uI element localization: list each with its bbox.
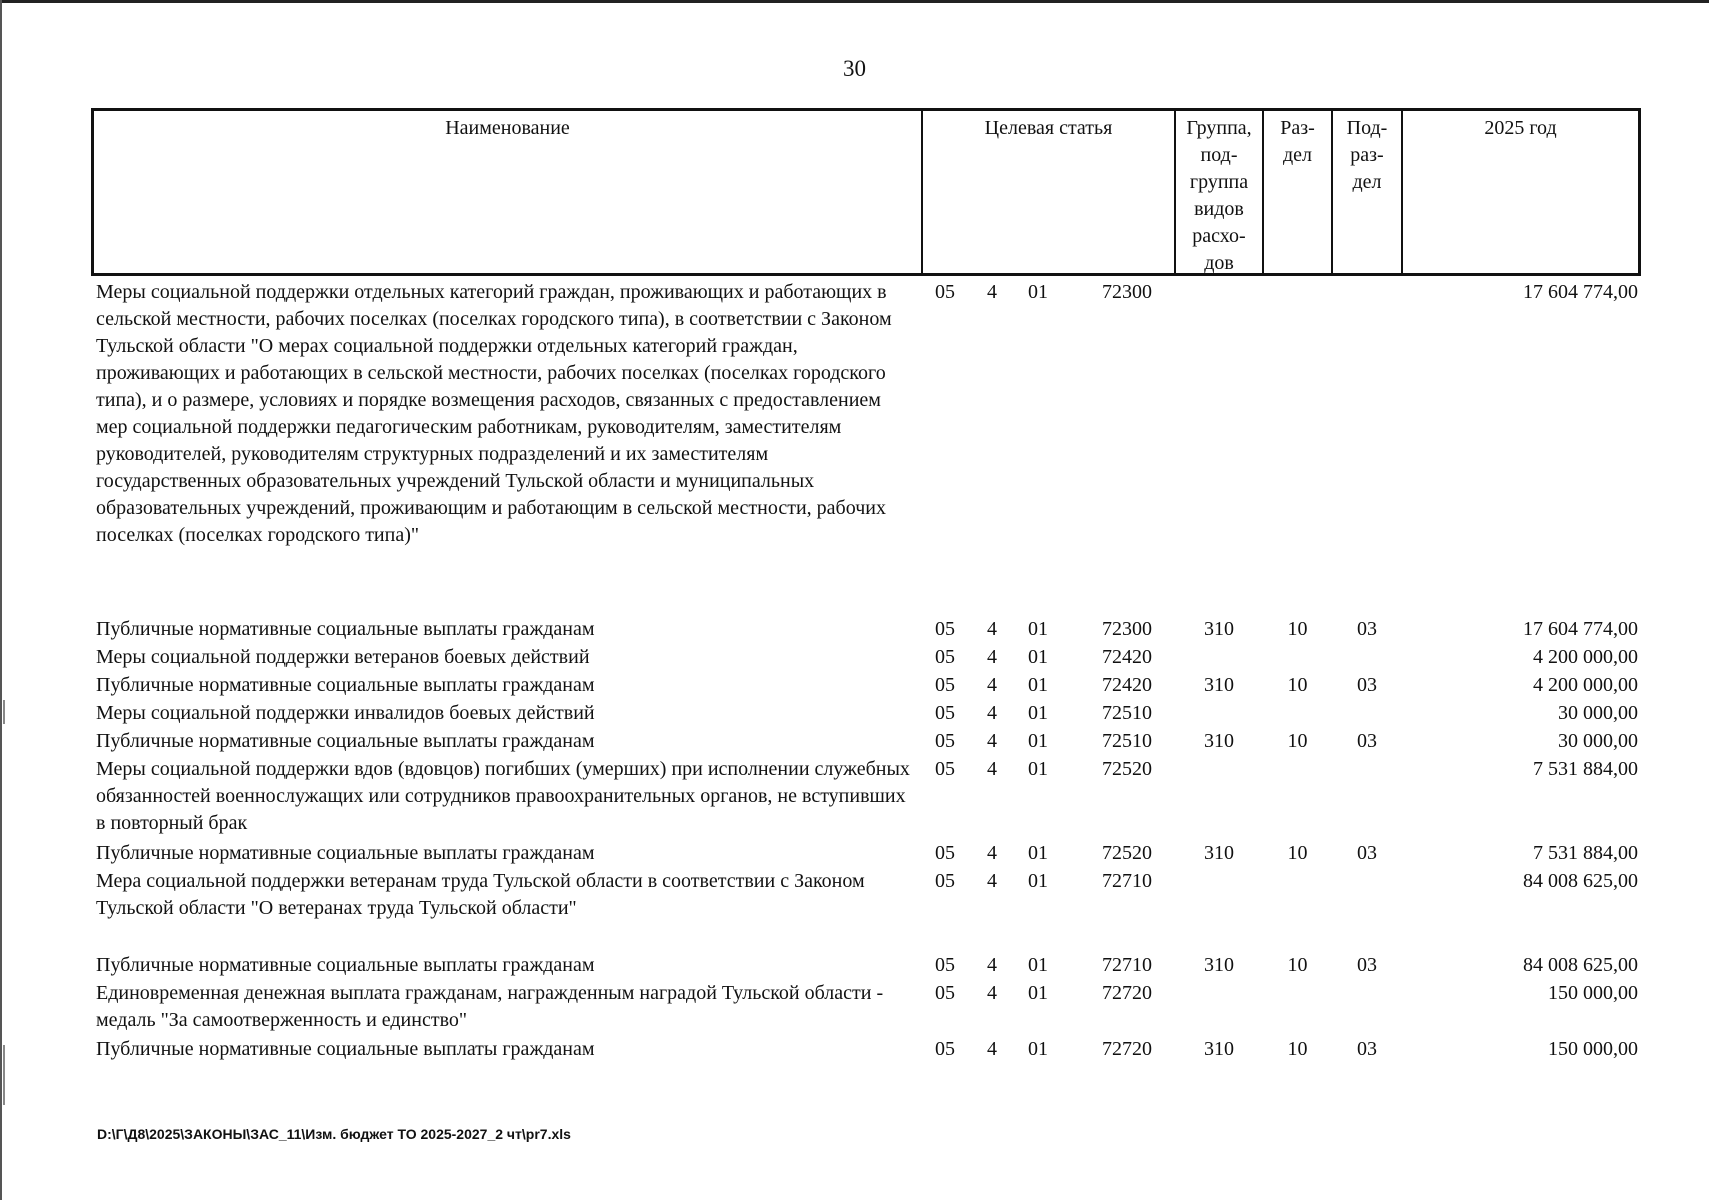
row-subsection: 03 — [1357, 1038, 1377, 1060]
row-target-program: 05 — [935, 842, 955, 864]
row-subsection: 03 — [1357, 954, 1377, 976]
header-group-line: группа — [1189, 171, 1249, 193]
row-target-code: 72710 — [1102, 954, 1152, 976]
row-subsection: 03 — [1357, 674, 1377, 696]
row-section: 10 — [1287, 842, 1308, 864]
row-amount: 17 604 774,00 — [1523, 281, 1638, 303]
row-target-program: 05 — [935, 870, 955, 892]
row-amount: 150 000,00 — [1548, 1038, 1638, 1060]
row-subsection: 03 — [1357, 730, 1377, 752]
row-group: 310 — [1204, 1038, 1234, 1060]
table-row — [0, 1036, 1709, 1060]
header-group-line: Группа, — [1186, 117, 1252, 139]
table-row — [0, 728, 1709, 752]
header-section-line: Раз- — [1280, 117, 1315, 139]
row-name: Публичные нормативные социальные выплаты гражданам — [96, 674, 595, 696]
row-target-type: 4 — [987, 954, 997, 976]
row-target-subprogram: 01 — [1028, 281, 1048, 303]
row-target-type: 4 — [987, 870, 997, 892]
row-target-code: 72520 — [1102, 758, 1152, 780]
row-target-subprogram: 01 — [1028, 982, 1048, 1004]
row-target-type: 4 — [987, 982, 997, 1004]
header-subsection-line: раз- — [1350, 144, 1384, 166]
table-header — [91, 108, 1641, 276]
row-target-type: 4 — [987, 702, 997, 724]
row-amount: 84 008 625,00 — [1523, 954, 1638, 976]
row-target-type: 4 — [987, 674, 997, 696]
row-target-subprogram: 01 — [1028, 954, 1048, 976]
row-group: 310 — [1204, 954, 1234, 976]
row-target-type: 4 — [987, 842, 997, 864]
row-name: Меры социальной поддержки отдельных категорий граждан, проживающих и работающих в сельской местности, рабочих поселках (поселках городского типа), в соответствии с Законом Тульской области "О мерах социальной поддержки отдельных категорий граждан, проживающих и работающих в сельской местности, рабочих поселках (поселках городского типа), и о размере, условиях и порядке возмещения расходов, связанных с предоставлением мер социальной поддержки педагогическим работникам, руководителям, заместителям руководителей, руководителям структурных подразделений и их заместителям государственных образовательных учреждений Тульской области и муниципальных образовательных учреждений, проживающим и работающим в сельской местности, рабочих поселках (поселках городского типа)" — [96, 281, 892, 546]
row-subsection: 03 — [1357, 618, 1377, 640]
header-name — [94, 111, 923, 273]
header-section — [1264, 111, 1333, 273]
table-row — [0, 952, 1709, 976]
row-target-subprogram: 01 — [1028, 618, 1048, 640]
row-target-program: 05 — [935, 730, 955, 752]
row-group: 310 — [1204, 730, 1234, 752]
row-target-program: 05 — [935, 982, 955, 1004]
row-target-subprogram: 01 — [1028, 758, 1048, 780]
header-group-line: расхо- — [1192, 225, 1246, 247]
margin-mark — [3, 700, 5, 724]
header-group-line: видов — [1194, 198, 1244, 220]
row-target-code: 72420 — [1102, 674, 1152, 696]
table-row — [0, 840, 1709, 864]
row-amount: 30 000,00 — [1558, 702, 1638, 724]
table-row — [0, 980, 1709, 1031]
header-group-line: дов — [1204, 252, 1234, 274]
row-target-subprogram: 01 — [1028, 674, 1048, 696]
row-section: 10 — [1287, 674, 1308, 696]
header-subsection — [1333, 111, 1403, 273]
row-target-type: 4 — [987, 730, 997, 752]
table-row — [0, 616, 1709, 640]
header-target-label: Целевая статья — [984, 117, 1113, 139]
row-name: Публичные нормативные социальные выплаты гражданам — [96, 1038, 595, 1060]
row-target-program: 05 — [935, 1038, 955, 1060]
row-section: 10 — [1287, 1038, 1308, 1060]
header-year — [1403, 111, 1638, 273]
row-subsection: 03 — [1357, 842, 1377, 864]
page-left-edge — [0, 0, 2, 1200]
header-name-label: Наименование — [445, 117, 570, 139]
row-group: 310 — [1204, 842, 1234, 864]
row-target-type: 4 — [987, 646, 997, 668]
margin-mark — [3, 1045, 5, 1105]
row-target-program: 05 — [935, 702, 955, 724]
table-row — [0, 700, 1709, 724]
row-name: Публичные нормативные социальные выплаты гражданам — [96, 618, 595, 640]
row-group: 310 — [1204, 618, 1234, 640]
row-target-subprogram: 01 — [1028, 646, 1048, 668]
row-target-code: 72720 — [1102, 982, 1152, 1004]
row-name: Публичные нормативные социальные выплаты гражданам — [96, 730, 595, 752]
row-name: Единовременная денежная выплата гражданам, награжденным наградой Тульской области - медаль "За самоотверженность и единство" — [96, 982, 884, 1031]
row-target-type: 4 — [987, 281, 997, 303]
table-row — [0, 279, 1709, 546]
table-row — [0, 672, 1709, 696]
row-amount: 17 604 774,00 — [1523, 618, 1638, 640]
row-target-code: 72520 — [1102, 842, 1152, 864]
row-target-program: 05 — [935, 674, 955, 696]
row-target-code: 72510 — [1102, 702, 1152, 724]
row-name: Меры социальной поддержки инвалидов боевых действий — [96, 702, 595, 724]
row-target-code: 72300 — [1102, 618, 1152, 640]
row-target-subprogram: 01 — [1028, 702, 1048, 724]
row-name: Публичные нормативные социальные выплаты гражданам — [96, 842, 595, 864]
row-target-subprogram: 01 — [1028, 842, 1048, 864]
row-target-program: 05 — [935, 618, 955, 640]
row-target-program: 05 — [935, 758, 955, 780]
footer-file-path: D:\Г\Д8\2025\ЗАКОНЫ\ЗАС_11\Изм. бюджет ТО 2025-2027_2 чт\pr7.xls — [97, 1126, 571, 1142]
page-number: 30 — [843, 56, 866, 81]
row-name: Публичные нормативные социальные выплаты гражданам — [96, 954, 595, 976]
row-name: Мера социальной поддержки ветеранам труда Тульской области в соответствии с Законом Тульской области "О ветеранах труда Тульской области" — [96, 870, 865, 919]
row-section: 10 — [1287, 618, 1308, 640]
row-name: Меры социальной поддержки вдов (вдовцов) погибших (умерших) при исполнении служебных обязанностей военнослужащих или сотрудников правоохранительных органов, не вступивших в повторный брак — [96, 758, 910, 834]
row-amount: 84 008 625,00 — [1523, 870, 1638, 892]
row-target-code: 72720 — [1102, 1038, 1152, 1060]
table-row — [0, 868, 1709, 919]
page-top-edge — [0, 0, 1709, 3]
row-amount: 7 531 884,00 — [1533, 842, 1638, 864]
header-group — [1176, 111, 1264, 273]
row-amount: 4 200 000,00 — [1533, 646, 1638, 668]
row-amount: 4 200 000,00 — [1533, 674, 1638, 696]
row-target-program: 05 — [935, 646, 955, 668]
row-target-code: 72710 — [1102, 870, 1152, 892]
row-target-code: 72420 — [1102, 646, 1152, 668]
row-name: Меры социальной поддержки ветеранов боевых действий — [96, 646, 590, 668]
row-target-program: 05 — [935, 281, 955, 303]
table-row — [0, 756, 1709, 834]
row-target-subprogram: 01 — [1028, 730, 1048, 752]
row-amount: 30 000,00 — [1558, 730, 1638, 752]
header-year-label: 2025 год — [1484, 117, 1557, 139]
header-section-line: дел — [1282, 144, 1313, 166]
table-row — [0, 644, 1709, 668]
row-group: 310 — [1204, 674, 1234, 696]
row-target-subprogram: 01 — [1028, 870, 1048, 892]
row-target-code: 72510 — [1102, 730, 1152, 752]
header-subsection-line: Под- — [1346, 117, 1388, 139]
row-section: 10 — [1287, 730, 1308, 752]
header-group-line: под- — [1200, 144, 1238, 166]
header-target — [923, 111, 1176, 273]
row-target-code: 72300 — [1102, 281, 1152, 303]
row-target-subprogram: 01 — [1028, 1038, 1048, 1060]
header-subsection-line: дел — [1352, 171, 1382, 193]
row-amount: 7 531 884,00 — [1533, 758, 1638, 780]
row-target-type: 4 — [987, 1038, 997, 1060]
row-amount: 150 000,00 — [1548, 982, 1638, 1004]
row-target-program: 05 — [935, 954, 955, 976]
row-target-type: 4 — [987, 758, 997, 780]
row-section: 10 — [1287, 954, 1308, 976]
row-target-type: 4 — [987, 618, 997, 640]
